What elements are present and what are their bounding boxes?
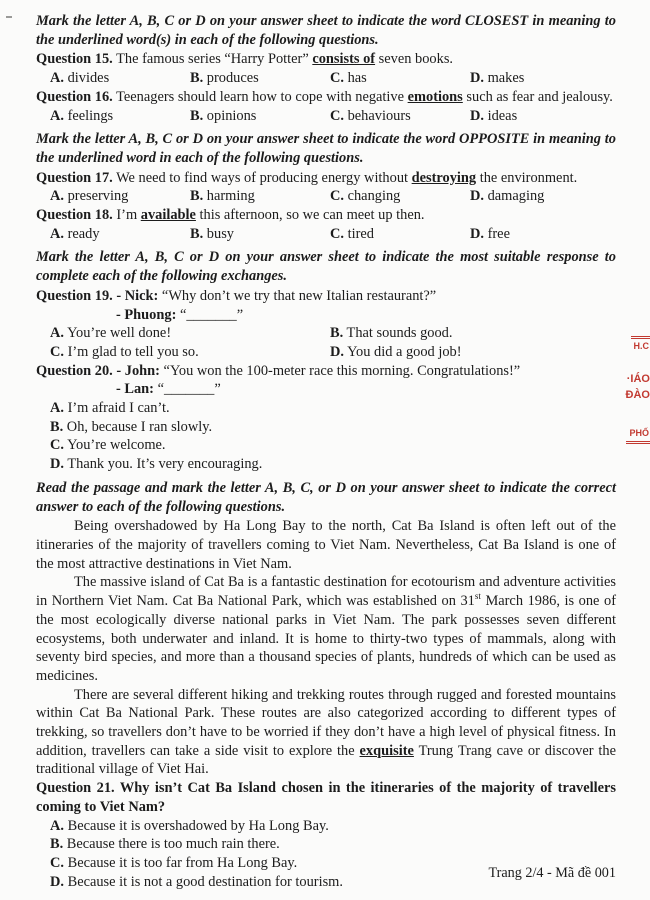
question-18-text-pre: I’m [112,207,141,224]
question-16-keyword: emotions [407,88,463,105]
option-letter: B. [330,325,344,342]
passage-paragraph-2 [36,573,616,685]
option-letter: C. [50,854,64,871]
option-text: free [484,225,510,242]
red-stamp-fragment-hc: H.C [631,336,650,352]
option-letter: A. [50,70,64,87]
option-b [330,324,616,343]
question-19-label: Question 19. [36,287,113,304]
question-20-speaker2: - Lan: [116,381,154,398]
option-letter: B. [190,70,204,87]
scan-artifact-dash [6,16,12,18]
question-16-text-post: such as fear and jealousy. [462,88,613,105]
question-19-options [36,324,616,361]
passage-p2-text-a: The massive island of Cat Ba is a fantastic destination for ecotourism and adventure activities in Northern Viet Nam. Cat Ba National Park, which was established on 31 [36,574,616,610]
option-text: Oh, because I ran slowly. [63,418,213,435]
option-text: produces [203,70,259,87]
option-text: Because it is not a good destination for tourism. [64,873,343,890]
option-text: Because there is too much rain there. [63,836,280,853]
question-20-dialogue-line2 [36,380,616,399]
question-20-line1: “You won the 100-meter race this morning. Congratulations!” [159,362,521,379]
question-17-text-post: the environment. [476,169,578,186]
question-17-text-pre: We need to find ways of producing energy without [112,169,412,186]
option-letter: C. [50,343,64,360]
option-letter: D. [50,456,64,473]
question-17-label: Question 17. [36,169,113,186]
question-20-options [36,399,616,474]
question-16-text-pre: Teenagers should learn how to cope with negative [112,88,408,105]
question-15-text-post: seven books. [375,51,454,68]
option-text: ideas [484,107,518,124]
question-18-options [36,225,616,244]
question-15-options [36,69,616,88]
option-letter: D. [50,873,64,890]
question-16-label: Question 16. [36,88,113,105]
option-letter: B. [50,836,64,853]
question-20 [36,362,616,381]
question-15 [36,50,616,69]
question-18-keyword: available [140,207,196,224]
option-b [190,225,330,244]
question-19-blank: “_______” [176,306,244,323]
red-stamp-fragment-dao: ĐÀO [625,389,650,401]
question-20-blank: “_______” [153,381,221,398]
option-letter: B. [50,418,64,435]
option-letter: C. [330,70,344,87]
passage-paragraph-1: Being overshadowed by Ha Long Bay to the north, Cat Ba Island is often left out of the itineraries of the majority of travellers coming to Viet Nam. Nevertheless, Cat Ba Island is one of the most attractive destinations in Viet Nam. [36,518,616,572]
option-letter: D. [330,343,344,360]
red-stamp-fragment-iao: ·IÁO [626,373,650,385]
question-20-label: Question 20. [36,362,113,379]
option-text: Because it is overshadowed by Ha Long Bay. [64,817,329,834]
option-text: Because it is too far from Ha Long Bay. [64,854,298,871]
option-c [330,69,470,88]
option-letter: C. [330,107,344,124]
option-text: damaging [484,188,545,205]
option-a [50,69,190,88]
option-d [470,69,616,88]
question-16 [36,88,616,107]
option-text: divides [64,70,110,87]
option-text: You’re welcome. [64,437,166,454]
option-letter: C. [50,437,64,454]
question-15-text-pre: The famous series “Harry Potter” [112,51,313,68]
passage-p3-text-b: Trung Trang cave or discover the traditional village of Viet Hai. [36,742,617,778]
question-18 [36,206,616,225]
question-17-options [36,187,616,206]
question-19-speaker2: - Phuong: [116,306,177,323]
option-letter: D. [470,107,484,124]
option-text: I’m glad to tell you so. [64,343,199,360]
option-d [36,455,616,474]
question-21-text: Why isn’t Cat Ba Island chosen in the itineraries of the majority of travellers coming to Viet Nam? [36,780,616,815]
question-18-label: Question 18. [36,207,113,224]
instruction-closest: Mark the letter A, B, C or D on your answer sheet to indicate the word CLOSEST in meaning to the underlined word(s) in each of the following questions. [36,13,616,48]
passage-p2-superscript: st [474,591,481,602]
option-a [50,107,190,126]
option-b [36,835,616,854]
passage-p2-text-b: March 1986, is one of the most ecologically diverse national parks in Viet Nam. The park possesses seven different ecosystems, both underwater and inland. It is home to thirty-two types of mammals, along with seventy bird species, and more than a thousand species of plants, hundreds of which can be used as medicines. [36,593,616,684]
option-d [330,343,616,362]
option-text: You did a good job! [344,343,462,360]
question-21-label: Question 21. [36,780,115,797]
instruction-response: Mark the letter A, B, C or D on your answer sheet to indicate the most suitable response to complete each of the following exchanges. [36,249,616,285]
option-text: Thank you. It’s very encouraging. [64,456,263,473]
option-letter: D. [470,188,484,205]
option-a [50,187,190,206]
passage-p3-text-a: There are several different hiking and trekking routes through rugged and forested mountains within Cat Ba National Park. These routes are also categorized according to different types of trekking, so travellers don’t have to be worried if they don’t have a high level of physical fitness. In addition, travellers can take a side visit to explore the [36,686,616,759]
option-b [190,69,330,88]
option-letter: A. [50,400,64,417]
option-d [470,107,616,126]
option-c [330,225,470,244]
option-letter: B. [190,188,204,205]
passage-p3-keyword: exquisite [359,742,414,759]
option-d [470,187,616,206]
option-a [36,817,616,836]
question-16-options [36,107,616,126]
question-20-speaker1: - John: [112,362,160,379]
option-c [330,187,470,206]
question-19-speaker1: - Nick: [112,287,159,304]
option-c [36,436,616,455]
option-letter: A. [50,817,64,834]
question-15-label: Question 15. [36,51,113,68]
question-19 [36,287,616,306]
option-text: has [344,70,367,87]
option-text: That sounds good. [343,325,453,342]
option-letter: A. [50,188,64,205]
passage-paragraph-3 [36,686,616,780]
option-letter: C. [330,188,344,205]
option-text: makes [484,70,525,87]
question-19-dialogue-line2 [36,306,616,325]
option-text: harming [203,188,255,205]
option-a [50,225,190,244]
option-text: changing [344,188,401,205]
instruction-reading: Read the passage and mark the letter A, B, C, or D on your answer sheet to indicate the correct answer to each of the following questions. [36,479,616,515]
option-letter: B. [190,225,204,242]
option-text: opinions [203,107,257,124]
page-footer: Trang 2/4 - Mã đề 001 [488,865,616,881]
question-17 [36,169,616,188]
option-b [36,418,616,437]
option-text: busy [203,225,234,242]
option-letter: C. [330,225,344,242]
question-19-line1: “Why don’t we try that new Italian restaurant?” [158,287,437,304]
option-d [470,225,616,244]
option-a [50,324,330,343]
option-text: feelings [64,107,114,124]
instruction-opposite: Mark the letter A, B, C or D on your answer sheet to indicate the word OPPOSITE in meaning to the underlined word in each of the following questions. [36,131,616,166]
option-letter: A. [50,325,64,342]
red-stamp-fragment-pho: PHỐ [626,428,650,444]
option-text: preserving [64,188,129,205]
option-letter: A. [50,225,64,242]
option-c [50,343,330,362]
option-letter: D. [470,225,484,242]
question-17-keyword: destroying [411,169,477,186]
option-text: tired [344,225,374,242]
option-letter: B. [190,107,204,124]
question-15-keyword: consists of [312,51,376,68]
option-letter: A. [50,107,64,124]
exam-content [36,12,616,891]
question-21 [36,779,616,816]
option-b [190,107,330,126]
option-text: You’re well done! [64,325,172,342]
question-18-text-post: this afternoon, so we can meet up then. [195,207,425,224]
option-text: behaviours [344,107,411,124]
option-letter: D. [470,70,484,87]
option-text: ready [64,225,100,242]
option-c [330,107,470,126]
option-a [36,399,616,418]
option-b [190,187,330,206]
option-text: I’m afraid I can’t. [64,400,170,417]
